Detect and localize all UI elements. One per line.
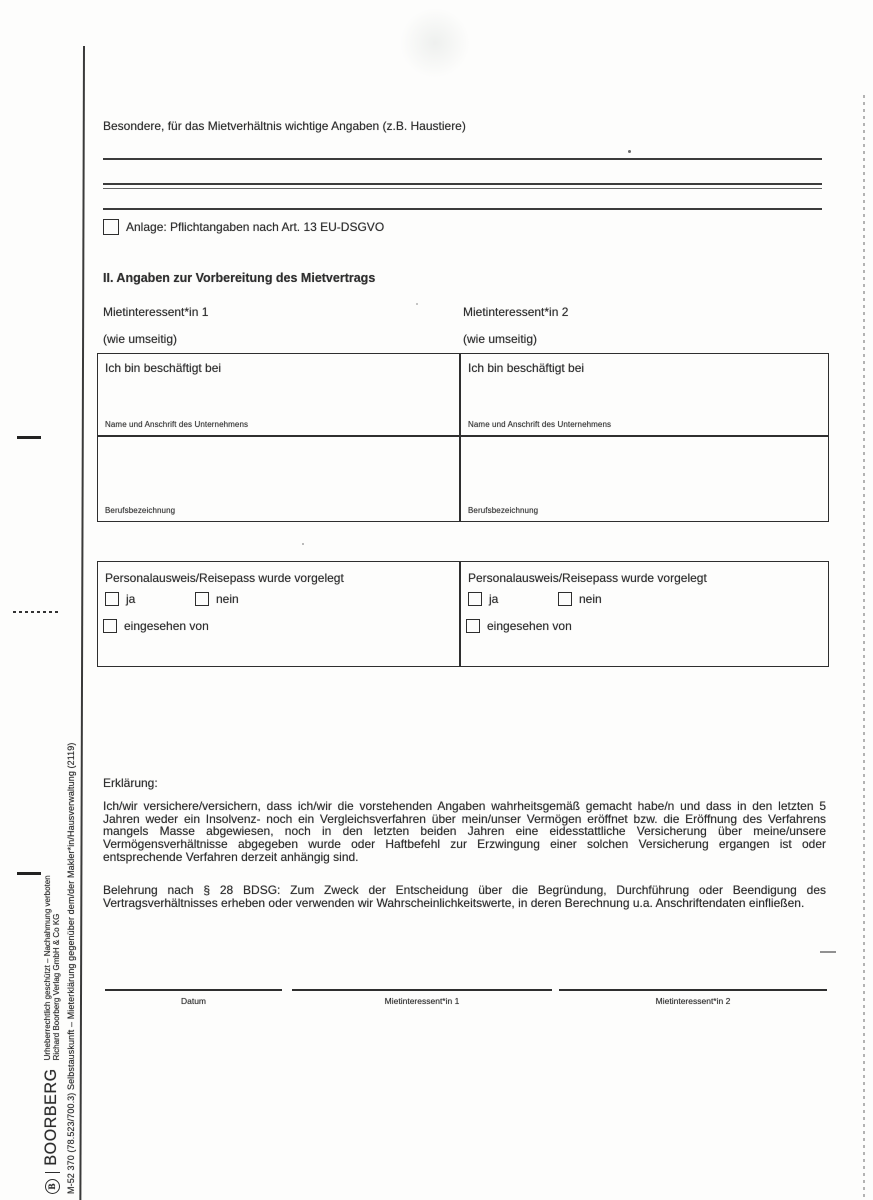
answer-line[interactable] — [103, 158, 822, 160]
applicant1-signature-label: Mietinteressent*in 1 — [384, 996, 460, 1006]
id-check-title: Personalausweis/Reisepass wurde vorgelegt — [105, 571, 344, 585]
yes-label: ja — [489, 592, 499, 606]
scan-speckle — [302, 543, 304, 545]
scan-stray-dash — [820, 951, 836, 953]
scan-speckle — [416, 303, 418, 305]
date-signature-line[interactable] — [105, 989, 282, 991]
id-yes-no-row-1 — [105, 592, 239, 606]
attachment-checkbox[interactable] — [103, 219, 119, 235]
applicant2-signature-line[interactable] — [559, 989, 827, 991]
inspected-by-label: eingesehen von — [124, 619, 209, 633]
id-inspected-row-2 — [466, 619, 572, 633]
publisher-row — [40, 678, 64, 1194]
company-caption: Name und Anschrift des Unternehmens — [105, 420, 249, 429]
answer-line[interactable] — [103, 208, 822, 210]
no-label: nein — [579, 592, 602, 606]
yes-checkbox-2[interactable] — [468, 592, 482, 606]
declaration-heading: Erklärung: — [103, 776, 158, 790]
id-yes-no-row-2 — [468, 592, 602, 606]
applicant1-subtitle: (wie umseitig) — [103, 332, 178, 346]
page-edge-line — [79, 46, 84, 1200]
boorberg-logo-icon: B — [45, 1179, 60, 1194]
employment-table — [97, 353, 829, 522]
profession-field-2[interactable] — [468, 444, 813, 499]
applicant1-signature-line[interactable] — [292, 989, 552, 991]
attachment-row — [103, 219, 384, 235]
logo-separator — [45, 1172, 60, 1173]
applicant1-title: Mietinteressent*in 1 — [103, 305, 209, 319]
company-caption: Name und Anschrift des Unternehmens — [468, 420, 612, 429]
form-number: M-52 370 (78.523/700.3) Selbstauskunft – Mieterklärung gegenüber dem/der Makler*in/Hausverwaltung (2119) — [66, 742, 76, 1194]
yes-label: ja — [126, 592, 136, 606]
employment-cell-2 — [461, 354, 828, 521]
inspected-checkbox-1[interactable] — [103, 619, 117, 633]
inspected-by-label: eingesehen von — [487, 619, 572, 633]
copyright-line: Richard Boorberg Verlag GmbH & Co KG — [52, 913, 61, 1061]
special-info-label: Besondere, für das Mietverhältnis wichtige Angaben (z.B. Haustiere) — [103, 119, 466, 133]
fold-mark-dotted — [13, 611, 59, 613]
perforation-line — [863, 95, 865, 1200]
employed-at-label: Ich bin beschäftigt bei — [105, 361, 222, 375]
id-check-title: Personalausweis/Reisepass wurde vorgelegt — [468, 571, 707, 585]
inspected-checkbox-2[interactable] — [466, 619, 480, 633]
applicant2-subtitle: (wie umseitig) — [463, 332, 538, 346]
publisher-sidebar — [40, 678, 77, 1194]
copyright-block — [43, 875, 62, 1060]
id-check-cell-1 — [98, 562, 459, 666]
no-checkbox-2[interactable] — [558, 592, 572, 606]
employed-at-label: Ich bin beschäftigt bei — [468, 361, 585, 375]
no-checkbox-1[interactable] — [195, 592, 209, 606]
fold-mark — [17, 436, 41, 439]
declaration-body: Ich/wir versichere/versichern, dass ich/wir die vorstehenden Angaben wahrheitsgemäß gemacht habe/n und dass in den letzten 5 Jahren weder ein Insolvenz- noch ein Vergleichsverfahren über mein/unser Vermögen eröffnet bzw. die Eröffnung des Verfahrens mangels Masse abgewiesen, noch in den letzten beiden Jahren eine eidesstattliche Versicherung über meine/unsere Vermögensverhältnisse abgegeben wurde oder Haftbefehl zur Erzwingung einer solchen Versicherung ergangen ist oder entsprechende Verfahren derzeit anhängig sind. — [103, 799, 826, 864]
id-check-cell-2 — [461, 562, 828, 666]
scan-smudge — [400, 8, 470, 78]
applicant2-title: Mietinteressent*in 2 — [463, 305, 569, 319]
applicant2-signature-label: Mietinteressent*in 2 — [655, 996, 731, 1006]
no-label: nein — [216, 592, 239, 606]
scan-speckle — [628, 150, 631, 153]
section-title: II. Angaben zur Vorbereitung des Mietvertrags — [103, 271, 376, 285]
profession-field-1[interactable] — [105, 444, 450, 499]
date-label: Datum — [180, 996, 207, 1006]
bdsg-notice: Belehrung nach § 28 BDSG: Zum Zweck der Entscheidung über die Begründung, Durchführung oder Beendigung des Vertragsverhältnisses erheben oder verwenden wir Wahrscheinlichkeitswerte, in deren Berechnung u.a. Anschriftendaten einfließen. — [103, 883, 826, 910]
profession-caption: Berufsbezeichnung — [468, 506, 539, 515]
id-inspected-row-1 — [103, 619, 209, 633]
answer-line[interactable] — [103, 183, 822, 185]
copyright-line: Urheberrechtlich geschützt – Nachahmung verboten — [42, 875, 52, 1061]
fold-mark — [17, 872, 41, 875]
attachment-label: Anlage: Pflichtangaben nach Art. 13 EU-DSGVO — [126, 220, 385, 234]
yes-checkbox-1[interactable] — [105, 592, 119, 606]
id-check-table — [97, 561, 829, 667]
answer-line-ghost — [103, 188, 822, 189]
profession-caption: Berufsbezeichnung — [105, 506, 176, 515]
employment-cell-1 — [98, 354, 459, 521]
publisher-name: BOORBERG — [42, 1068, 61, 1166]
